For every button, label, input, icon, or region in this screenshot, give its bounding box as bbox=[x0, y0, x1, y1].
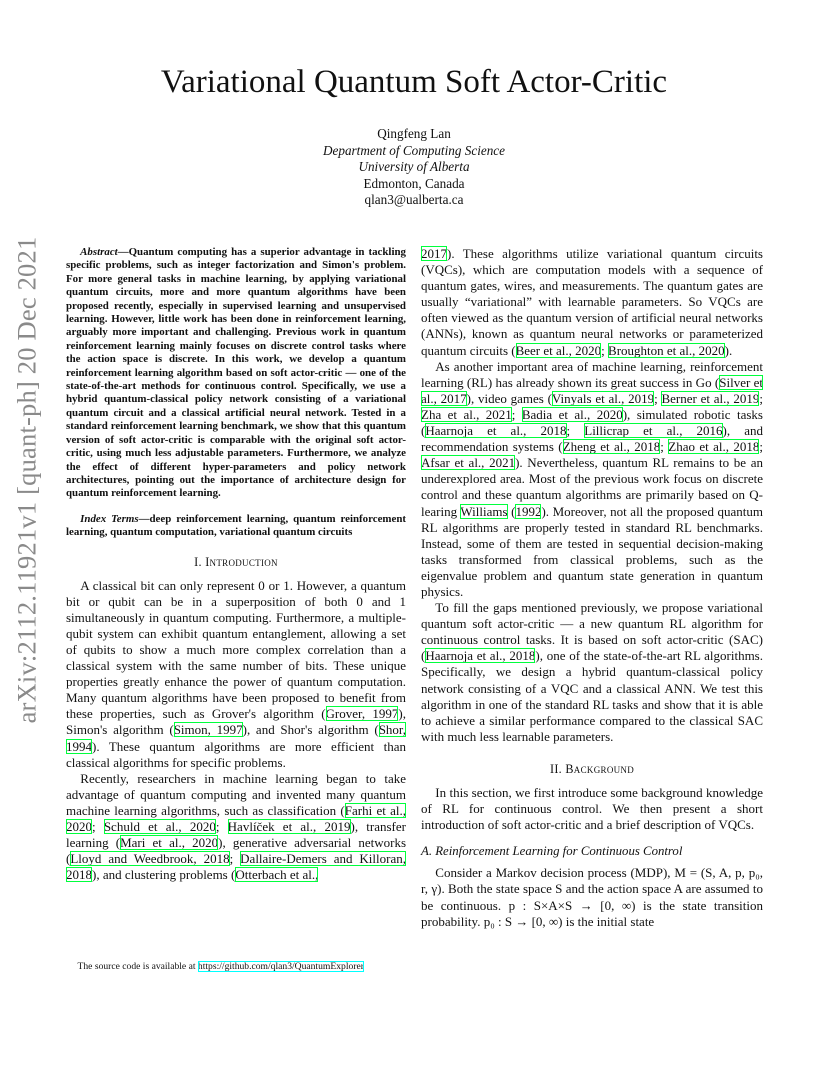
citation-link[interactable]: Zha et al., 2021 bbox=[421, 406, 512, 422]
citation-link[interactable]: Beer et al., 2020 bbox=[515, 342, 602, 358]
citation-link[interactable]: Haarnoja et al., 2018 bbox=[425, 648, 536, 664]
background-paragraph-2: Consider a Markov decision process (MDP), M = (S, A, p, p₀, r, γ). Both the state space S and the action space A are assumed to be continuous. p : S×A×S → [0, ∞) is the state transition probability. p₀ : S → [0, ∞) is the initial state bbox=[421, 865, 763, 929]
citation-link[interactable]: Lloyd and Weedbrook, 2018 bbox=[70, 851, 230, 867]
citation-link[interactable]: Havlíček et al., 2019 bbox=[227, 819, 351, 835]
author-location: Edmonton, Canada bbox=[363, 175, 465, 191]
footnote bbox=[66, 961, 406, 973]
citation-link[interactable]: Mari et al., 2020 bbox=[120, 835, 219, 851]
citation-link[interactable]: Williams bbox=[460, 503, 508, 519]
citation-link[interactable]: Broughton et al., 2020 bbox=[608, 342, 725, 358]
author-block bbox=[0, 126, 828, 209]
intro-paragraph-2-continued: 2017). These algorithms utilize variational quantum circuits (VQCs), which are computation models with a sequence of quantum gates, wires, and measurements. The quantum gates are usually “variational” with learnable parameters. So VQCs are often viewed as the quantum version of artificial neural networks (ANNs), known as quantum neural networks or parameterized quantum circuits (Beer et al., 2020; Broughton et al., 2020). bbox=[421, 246, 763, 358]
abstract-label: Abstract bbox=[80, 246, 118, 258]
footnote-text: The source code is available at bbox=[77, 961, 198, 972]
citation-link[interactable]: 1992 bbox=[515, 503, 542, 519]
left-column bbox=[66, 246, 406, 883]
citation-link[interactable]: Farhi et al., 2020 bbox=[66, 802, 406, 835]
citation-link[interactable]: Simon, 1997 bbox=[173, 722, 243, 738]
citation-link[interactable]: Grover, 1997 bbox=[325, 706, 399, 722]
source-code-link[interactable]: https://github.com/qlan3/QuantumExplorer bbox=[197, 961, 364, 972]
citation-link[interactable]: Silver et al., 2017 bbox=[421, 374, 763, 406]
author-email: qlan3@ualberta.ca bbox=[364, 192, 464, 208]
citation-link[interactable]: Zhao et al., 2018 bbox=[668, 439, 760, 455]
index-terms-text: —deep reinforcement learning, quantum reinforcement learning, quantum computation, variational quantum circuits bbox=[66, 512, 406, 539]
intro-paragraph-1: A classical bit can only represent 0 or 1. However, a quantum bit or qubit can be in a superposition of both 0 and 1 simultaneously in quantum computing. Furthermore, a multiple-qubit system can exhibit quantum entanglement, allowing a set of qubits to show a much more complex correlation than a classical system with the same number of bits. These unique properties greatly enhance the power of quantum computation. Many quantum algorithms have been proposed to benefit from these properties, such as Grover's algorithm (Grover, 1997), Simon's algorithm (Simon, 1997), and Shor's algorithm (Shor, 1994). These quantum algorithms are more efficient than classical algorithms for specific problems. bbox=[66, 577, 406, 770]
citation-link[interactable]: Badia et al., 2020 bbox=[521, 406, 623, 422]
citation-link[interactable]: Dallaire-Demers and Killoran, 2018 bbox=[66, 851, 406, 883]
author-department: Department of Computing Science bbox=[322, 142, 506, 158]
paper-title: Variational Quantum Soft Actor-Critic bbox=[160, 64, 668, 100]
citation-link[interactable]: Lillicrap et al., 2016 bbox=[584, 423, 723, 439]
abstract-text: —Quantum computing has a superior advantage in tackling specific problems, such as integer factorization and Simon's problem. For more general tasks in machine learning, by applying variational quantum circuits, more and more quantum algorithms have been proposed recently, especially in supervised learning and unsupervised learning. However, little work has been done in reinforcement learning, arguably more important and challenging. Previous work in quantum reinforcement learning mainly focuses on discrete control tasks where the action space is discrete. In this work, we develop a quantum reinforcement learning algorithm based on soft actor-critic — one of the state-of-the-art methods for continuous control. Specifically, we use a hybrid quantum-classical policy network consisting of a variational quantum circuit and a classical artificial neural network. Tested in a standard reinforcement learning benchmark, we show that this quantum version of soft actor-critic is comparable with the original soft actor-critic, using much less adjustable parameters. Furthermore, we analyze the effect of different hyper-parameters and policy network architectures, pointing out the importance of architecture design for quantum reinforcement learning. bbox=[66, 246, 406, 500]
index-terms-label: Index Terms bbox=[80, 512, 139, 525]
citation-link[interactable]: Shor, 1994 bbox=[66, 722, 406, 754]
arxiv-side-stamp bbox=[2, 236, 52, 724]
author-name: Qingfeng Lan bbox=[377, 126, 451, 141]
author-university: University of Alberta bbox=[358, 159, 470, 175]
intro-paragraph-3: As another important area of machine learning, reinforcement learning (RL) has already shown its great success in Go (Silver et al., 2017), video games (Vinyals et al., 2019; Berner et al., 2019; Zha et al., 2021; Badia et al., 2020), simulated robotic tasks (Haarnoja et al., 2018; Lillicrap et al., 2016), and recommendation systems (Zheng et al., 2018; Zhao et al., 2018; Afsar et al., 2021). Nevertheless, quantum RL remains to be an underexplored area. Most of the previous work focus on discrete control and these quantum algorithms are primarily based on Q-learing Williams (1992). Moreover, not all the proposed quantum RL algorithms are properly tested in standard RL benchmarks. Instead, some of them are tested in sequential decision-making tasks transformed from classical problems, such as the eigenvalue problem and quantum state generation in quantum physics. bbox=[421, 358, 763, 599]
right-column bbox=[421, 246, 763, 930]
background-paragraph-1: In this section, we first introduce some background knowledge of RL for continuous control. We then present a short introduction of soft actor-critic and a brief description of VQCs. bbox=[421, 785, 763, 833]
citation-link[interactable]: Otterbach et al., bbox=[235, 867, 319, 883]
citation-link[interactable]: Afsar et al., 2021 bbox=[421, 455, 516, 471]
index-terms bbox=[66, 513, 406, 540]
subsection-heading: A. Reinforcement Learning for Continuous Control bbox=[421, 844, 683, 859]
section-heading-introduction: I. Introduction bbox=[194, 554, 278, 569]
intro-paragraph-4: To fill the gaps mentioned previously, we propose variational quantum soft actor-critic — a new quantum RL algorithm for continuous control tasks. It is based on soft actor-critic (SAC) (Haarnoja et al., 2018), one of the state-of-the-art RL algorithms. Specifically, we design a hybrid quantum-classical policy network consisting of a VQC and a classical ANN. We test this algorithm in one of the standard RL tasks and show that it is able to achieve a similar performance compared to the classical SAC with much less learnable parameters. bbox=[421, 600, 763, 744]
citation-link[interactable]: Zheng et al., 2018 bbox=[562, 439, 661, 455]
citation-link[interactable]: Berner et al., 2019 bbox=[661, 390, 760, 406]
abstract bbox=[66, 246, 406, 501]
arxiv-identifier: arXiv:2112.11921v1 [quant-ph] 20 Dec 2021 bbox=[11, 236, 42, 724]
section-heading-background: II. Background bbox=[549, 761, 635, 776]
citation-link[interactable]: Haarnoja et al., 2018 bbox=[425, 423, 567, 439]
intro-paragraph-2: Recently, researchers in machine learning began to take advantage of quantum computing and invented many quantum machine learning algorithms, such as classification (Farhi et al., 2020; Schuld et al., 2020; Havlíček et al., 2019), transfer learning (Mari et al., 2020), generative adversarial networks (Lloyd and Weedbrook, 2018; Dallaire-Demers and Killoran, 2018), and clustering problems (Otterbach et al., bbox=[66, 770, 406, 883]
citation-link[interactable]: Vinyals et al., 2019 bbox=[551, 390, 655, 406]
citation-link[interactable]: Schuld et al., 2020 bbox=[103, 819, 216, 835]
citation-link[interactable]: 2017 bbox=[421, 246, 447, 261]
